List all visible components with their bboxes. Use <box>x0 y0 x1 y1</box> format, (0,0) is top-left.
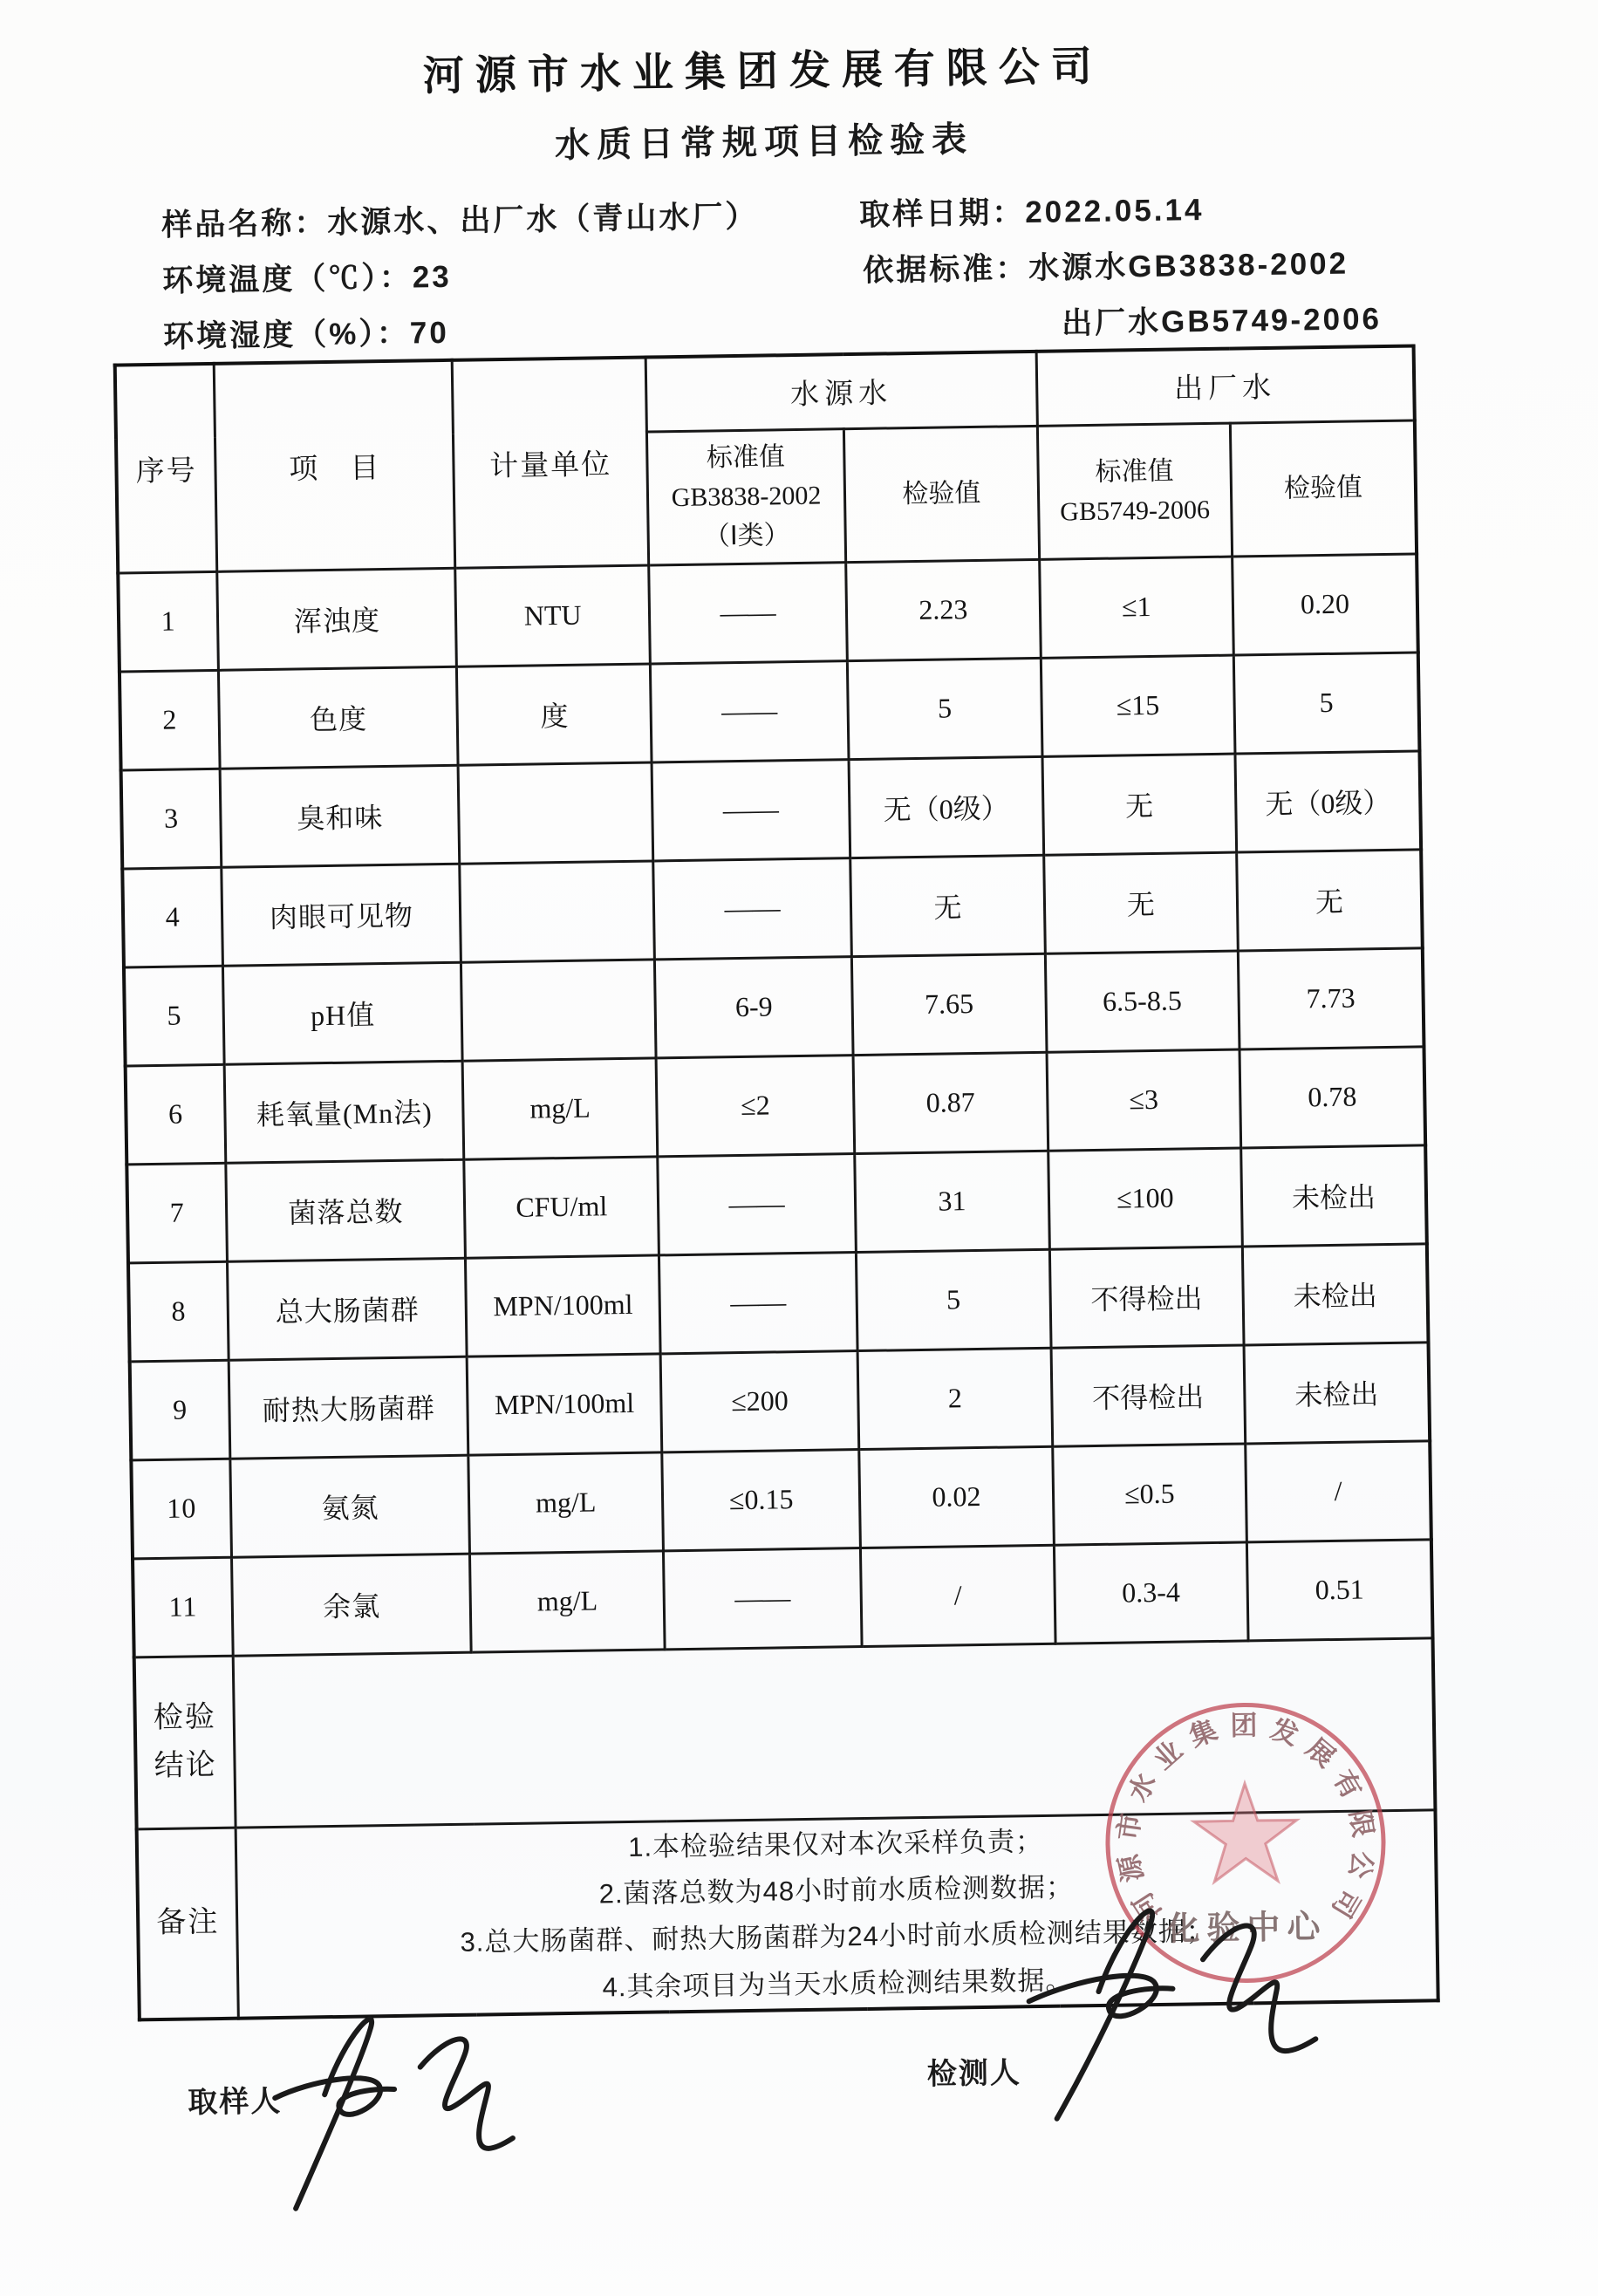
cell-fac-val: 无 <box>1237 849 1423 950</box>
notes-label: 备注 <box>137 1828 239 2020</box>
group-header-factory-water: 出厂水 <box>1036 345 1415 425</box>
cell-unit: CFU/ml <box>464 1156 659 1257</box>
standard-factory-value: 出厂水GB5749-2006 <box>1061 302 1383 341</box>
cell-fac-std: ≤15 <box>1041 655 1235 756</box>
cell-src-std: ≤0.15 <box>662 1449 861 1550</box>
table-row <box>128 1243 1429 1361</box>
table-row <box>131 1440 1431 1558</box>
note-line: 3.总大肠菌群、耐热大肠菌群为24小时前水质检测结果数据； <box>460 1916 1215 1958</box>
cell-fac-val: 5 <box>1233 652 1419 753</box>
cell-item: 臭和味 <box>220 765 460 867</box>
seal-ring-char: 业 <box>1147 1734 1189 1776</box>
cell-item: 色度 <box>219 666 459 769</box>
cell-seq: 10 <box>131 1459 231 1559</box>
sampler-label: 取样人 <box>188 2084 283 2120</box>
standard-label: 依据标准： <box>862 251 1029 288</box>
cell-fac-val: 无（0级） <box>1235 750 1421 851</box>
cell-fac-std: 不得检出 <box>1051 1344 1246 1445</box>
sample-date-group <box>859 186 1205 235</box>
cell-fac-val: 7.73 <box>1238 947 1424 1049</box>
cell-item: 氨氮 <box>230 1455 470 1557</box>
env-temp-value: 23 <box>412 259 453 295</box>
col-header-source-standard: 标准值 GB3838-2002 （Ⅰ类） <box>646 428 846 564</box>
cell-src-val: 5 <box>857 1249 1051 1350</box>
seal-center-text: 化验中心 <box>1166 1909 1328 1948</box>
cell-unit <box>459 762 653 863</box>
note-line: 1.本检验结果仅对本次采样负责； <box>627 1825 1044 1862</box>
col-header-item: 项 目 <box>214 360 455 571</box>
cell-fac-std: 0.3-4 <box>1054 1541 1248 1643</box>
note-line: 2.菌落总数为48小时前水质检测数据； <box>598 1871 1075 1910</box>
note-line: 4.其余项目为当天水质检测结果数据。 <box>602 1965 1074 2003</box>
cell-src-std: —— <box>650 660 849 762</box>
cell-seq: 3 <box>121 769 222 869</box>
cell-unit <box>461 959 656 1060</box>
cell-src-std: 6-9 <box>654 956 853 1057</box>
cell-fac-std: 不得检出 <box>1049 1246 1244 1347</box>
cell-item: 余氯 <box>232 1554 472 1656</box>
tester-label: 检测人 <box>926 2056 1022 2091</box>
cell-src-val: 5 <box>848 658 1042 759</box>
seal-star-icon <box>1193 1783 1298 1883</box>
cell-src-val: 无（0级） <box>849 756 1043 858</box>
cell-unit: mg/L <box>470 1550 665 1651</box>
cell-seq: 6 <box>126 1064 226 1165</box>
cell-src-std: —— <box>658 1153 857 1254</box>
sample-date-value: 2022.05.14 <box>1024 193 1205 230</box>
seal-ring-char: 河 <box>1126 1886 1168 1926</box>
cell-seq: 8 <box>128 1261 229 1362</box>
cell-item: 耐热大肠菌群 <box>229 1356 468 1459</box>
cell-item: 耗氧量(Mn法) <box>224 1061 464 1163</box>
env-temp-label: 环境温度（℃）： <box>162 260 413 298</box>
cell-src-val: 2.23 <box>846 559 1041 660</box>
cell-seq: 9 <box>130 1360 230 1460</box>
table-row <box>126 1046 1426 1164</box>
sample-name-label: 样品名称： <box>161 205 328 243</box>
table-row <box>130 1342 1431 1459</box>
table-row <box>133 1539 1433 1657</box>
col-header-unit: 计量单位 <box>453 358 649 568</box>
cell-src-val: 2 <box>857 1348 1052 1449</box>
cell-fac-val: / <box>1246 1440 1431 1541</box>
cell-fac-val: 0.51 <box>1246 1539 1432 1640</box>
seal-ring-char: 市 <box>1112 1811 1147 1842</box>
table-row <box>120 652 1420 769</box>
cell-item: 菌落总数 <box>226 1159 466 1261</box>
cell-src-std: —— <box>649 562 848 663</box>
sample-date-label: 取样日期： <box>858 195 1026 232</box>
meta-block <box>161 182 1429 368</box>
cell-src-std: ≤2 <box>656 1055 855 1156</box>
standard-source-value: 水源水GB3838-2002 <box>1028 246 1349 286</box>
cell-seq: 7 <box>126 1163 227 1263</box>
cell-item: 肉眼可见物 <box>222 864 461 966</box>
cell-fac-val: 未检出 <box>1241 1145 1427 1246</box>
cell-unit: MPN/100ml <box>468 1353 662 1454</box>
cell-src-std: —— <box>659 1252 857 1353</box>
col-header-factory-value: 检验值 <box>1230 420 1417 556</box>
cell-fac-val: 未检出 <box>1244 1342 1430 1443</box>
table-row <box>126 1145 1427 1262</box>
document-header <box>108 29 1418 174</box>
sampler-signature <box>240 1983 540 2223</box>
cell-src-std: —— <box>663 1548 862 1649</box>
table-row <box>121 750 1422 868</box>
seal-ring-char: 水 <box>1122 1768 1163 1807</box>
table-row <box>122 849 1423 967</box>
seal-ring-char: 团 <box>1230 1710 1258 1741</box>
cell-fac-val: 0.78 <box>1239 1046 1425 1147</box>
cell-fac-std: ≤0.5 <box>1052 1443 1246 1544</box>
cell-src-val: 0.02 <box>859 1446 1054 1548</box>
cell-seq: 5 <box>124 966 224 1066</box>
cell-src-std: —— <box>652 759 850 860</box>
conclusion-label: 检验 结论 <box>134 1656 236 1829</box>
cell-seq: 2 <box>120 670 220 770</box>
cell-fac-std: 无 <box>1042 754 1237 855</box>
cell-src-val: 0.87 <box>853 1052 1048 1153</box>
cell-seq: 1 <box>118 571 218 672</box>
cell-src-std: —— <box>653 858 852 959</box>
cell-fac-std: ≤1 <box>1039 557 1233 658</box>
cell-fac-val: 未检出 <box>1242 1243 1428 1344</box>
cell-src-std: ≤200 <box>660 1350 859 1452</box>
cell-src-val: / <box>861 1545 1055 1646</box>
env-humidity-value: 70 <box>409 315 450 351</box>
seal-ring-char: 展 <box>1301 1732 1342 1773</box>
cell-seq: 4 <box>122 867 222 967</box>
seal-ring-char: 集 <box>1185 1714 1222 1753</box>
standard-group <box>863 240 1349 290</box>
table-row <box>124 947 1424 1065</box>
cell-unit <box>460 860 654 961</box>
cell-item: 浑浊度 <box>217 568 457 670</box>
cell-unit: mg/L <box>468 1452 663 1553</box>
tester-signature <box>993 1883 1380 2149</box>
cell-fac-val: 0.20 <box>1233 553 1418 654</box>
cell-src-val: 31 <box>855 1151 1049 1252</box>
seal-ring-char: 有 <box>1327 1765 1368 1804</box>
cell-unit: NTU <box>455 565 650 666</box>
seal-ring-char: 司 <box>1326 1883 1367 1924</box>
cell-src-val: 无 <box>850 855 1045 956</box>
cell-fac-std: 6.5-8.5 <box>1045 951 1239 1052</box>
cell-fac-std: 无 <box>1043 852 1238 953</box>
seal-ring-char: 限 <box>1343 1807 1379 1840</box>
cell-src-val: 7.65 <box>852 953 1047 1055</box>
sample-name-value: 水源水、出厂水（青山水厂） <box>327 199 759 240</box>
col-header-factory-standard: 标准值 GB5749-2006 <box>1037 423 1233 559</box>
cell-seq: 11 <box>133 1557 233 1657</box>
col-header-source-value: 检验值 <box>844 426 1040 562</box>
cell-item: 总大肠菌群 <box>228 1258 468 1360</box>
group-header-source-water: 水源水 <box>645 352 1037 432</box>
table-row <box>118 553 1418 671</box>
col-header-seq: 序号 <box>115 364 217 573</box>
company-title: 河源市水业集团发展有限公司 <box>422 42 1104 99</box>
seal-ring-char: 源 <box>1113 1851 1150 1885</box>
seal-ring-char: 公 <box>1343 1848 1379 1882</box>
env-humidity-label: 环境湿度（%）： <box>162 316 411 354</box>
form-title: 水质日常规项目检验表 <box>554 120 974 166</box>
seal-ring-char: 发 <box>1267 1713 1303 1752</box>
cell-unit: 度 <box>457 663 652 764</box>
cell-fac-std: ≤100 <box>1048 1148 1242 1249</box>
cell-unit: mg/L <box>463 1057 658 1158</box>
cell-fac-std: ≤3 <box>1047 1049 1241 1151</box>
cell-unit: MPN/100ml <box>466 1254 660 1356</box>
cell-item: pH值 <box>223 962 463 1064</box>
